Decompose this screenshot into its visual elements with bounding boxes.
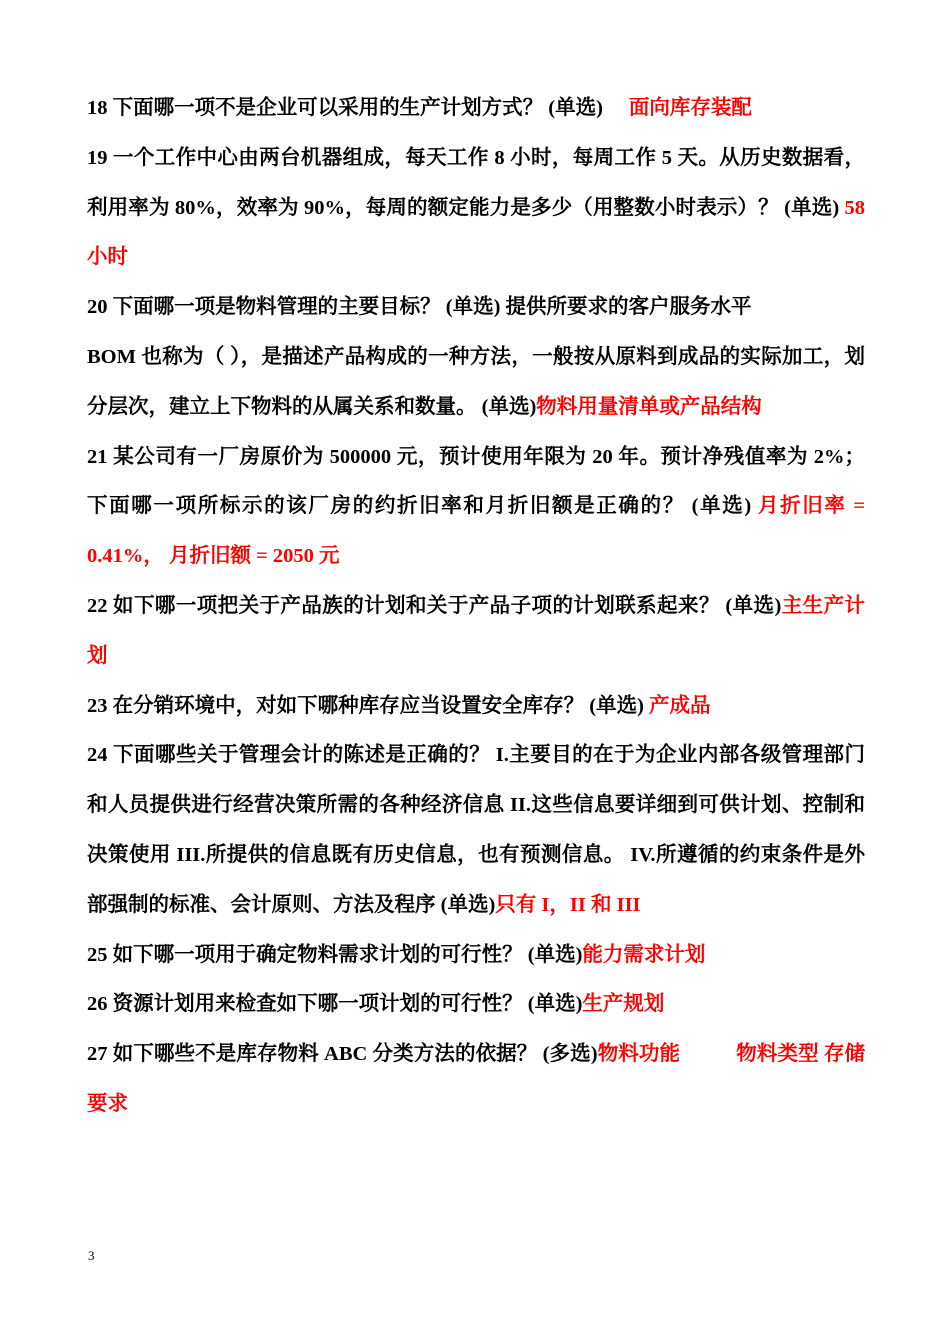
answer-text: 面向库存装配 bbox=[628, 97, 752, 119]
page-number: 3 bbox=[88, 1248, 95, 1263]
answer-text: 主生产计划 bbox=[87, 594, 866, 667]
question-text: 21 某公司有一厂房原价为 500000 元，预计使用年限为 20 年。预计净残值率为 2%；下面哪一项所标示的该厂房的约折旧率和月折旧额是正确的？ (单选) bbox=[87, 445, 865, 518]
question-bom bbox=[87, 333, 865, 433]
question-text: BOM 也称为（ ），是描述产品构成的一种方法，一般按从原料到成品的实际加工，划分层次，建立上下物料的从属关系和数量。 (单选) bbox=[87, 345, 865, 418]
answer-text: 生产规划 bbox=[582, 993, 665, 1016]
question-text: 24 下面哪些关于管理会计的陈述是正确的？ I.主要目的在于为企业内部各级管理部门和人员提供进行经营决策所需的各种经济信息 II.这些信息要详细到可供计划、控制和决策使用 III.所提供的信息既有历史信息，也有预测信息。 IV.所遵循的约束条件是外部强制的标准、会计原则、方法及程序 (单选) bbox=[87, 744, 865, 916]
answer-text: 月折旧率 = 0.41%， 月折旧额 = 2050 元 bbox=[87, 495, 866, 568]
question-24 bbox=[87, 731, 865, 930]
question-text: 22 如下哪一项把关于产品族的计划和关于产品子项的计划联系起来？ (单选) bbox=[87, 594, 782, 617]
question-18 bbox=[87, 84, 865, 134]
answer-text: 物料功能 bbox=[597, 1043, 681, 1066]
document-body bbox=[87, 84, 865, 1130]
question-text: 27 如下哪些不是库存物料 ABC 分类方法的依据？ (多选) bbox=[87, 1043, 598, 1066]
question-text: 23 在分销环境中，对如下哪种库存应当设置安全库存？ (单选) bbox=[87, 694, 644, 717]
question-text: 20 下面哪一项是物料管理的主要目标？ (单选) 提供所要求的客户服务水平 bbox=[87, 296, 752, 319]
answer-text: 产成品 bbox=[649, 694, 711, 717]
question-23 bbox=[87, 682, 865, 732]
answer-text: 物料用量清单或产品结构 bbox=[536, 395, 762, 418]
question-text: 18 下面哪一项不是企业可以采用的生产计划方式？ (单选) bbox=[87, 97, 603, 119]
answer-text: 能力需求计划 bbox=[582, 943, 706, 966]
question-text: 19 一个工作中心由两台机器组成，每天工作 8 小时，每周工作 5 天。从历史数据看，利用率为 80%，效率为 90%，每周的额定能力是多少（用整数小时表示）？ (单选) bbox=[87, 146, 865, 219]
question-21 bbox=[87, 433, 865, 582]
question-text: 25 如下哪一项用于确定物料需求计划的可行性？ (单选) bbox=[87, 943, 583, 966]
question-22 bbox=[87, 582, 865, 682]
question-26 bbox=[87, 980, 865, 1030]
question-20 bbox=[87, 283, 865, 333]
answer-text-secondary: 物料类型 存储要求 bbox=[87, 1043, 866, 1115]
answer-text: 58 小时 bbox=[87, 196, 865, 269]
answer-text: 只有 I，II 和 III bbox=[495, 893, 641, 916]
question-25 bbox=[87, 931, 865, 981]
question-27 bbox=[87, 1030, 865, 1130]
question-19 bbox=[87, 134, 865, 283]
question-text: 26 资源计划用来检查如下哪一项计划的可行性？ (单选) bbox=[87, 993, 583, 1016]
